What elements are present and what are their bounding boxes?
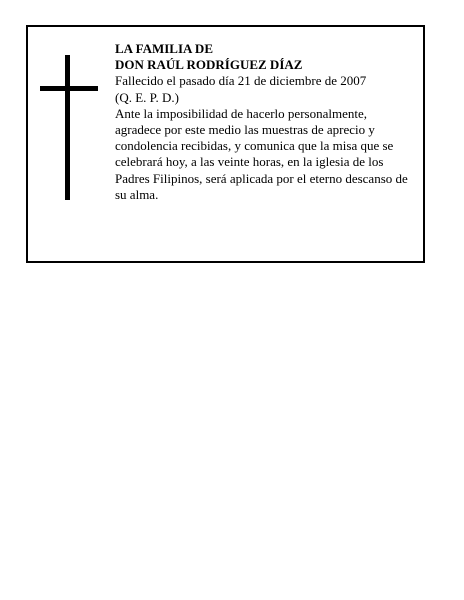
rest-in-peace: (Q. E. P. D.)	[115, 89, 179, 105]
notice-body: Ante la imposibilidad de hacerlo personalmente, agradece por este medio las muestras de aprecio y condolencia recibidas, y comunica que la misa que se celebrará hoy, a las veinte horas, en la iglesia de los Padres Filipinos, será aplicada por el eterno descanso de su alma.	[115, 105, 408, 202]
heading-family: LA FAMILIA DE	[115, 41, 213, 56]
cross-icon	[40, 55, 98, 200]
obituary-notice	[26, 25, 425, 263]
notice-text-block	[115, 41, 415, 203]
cross-vertical-bar	[65, 55, 70, 200]
cross-horizontal-bar	[40, 86, 98, 91]
date-of-death: Fallecido el pasado día 21 de diciembre de 2007	[115, 73, 367, 89]
heading-deceased-name: DON RAÚL RODRÍGUEZ DÍAZ	[115, 57, 303, 73]
